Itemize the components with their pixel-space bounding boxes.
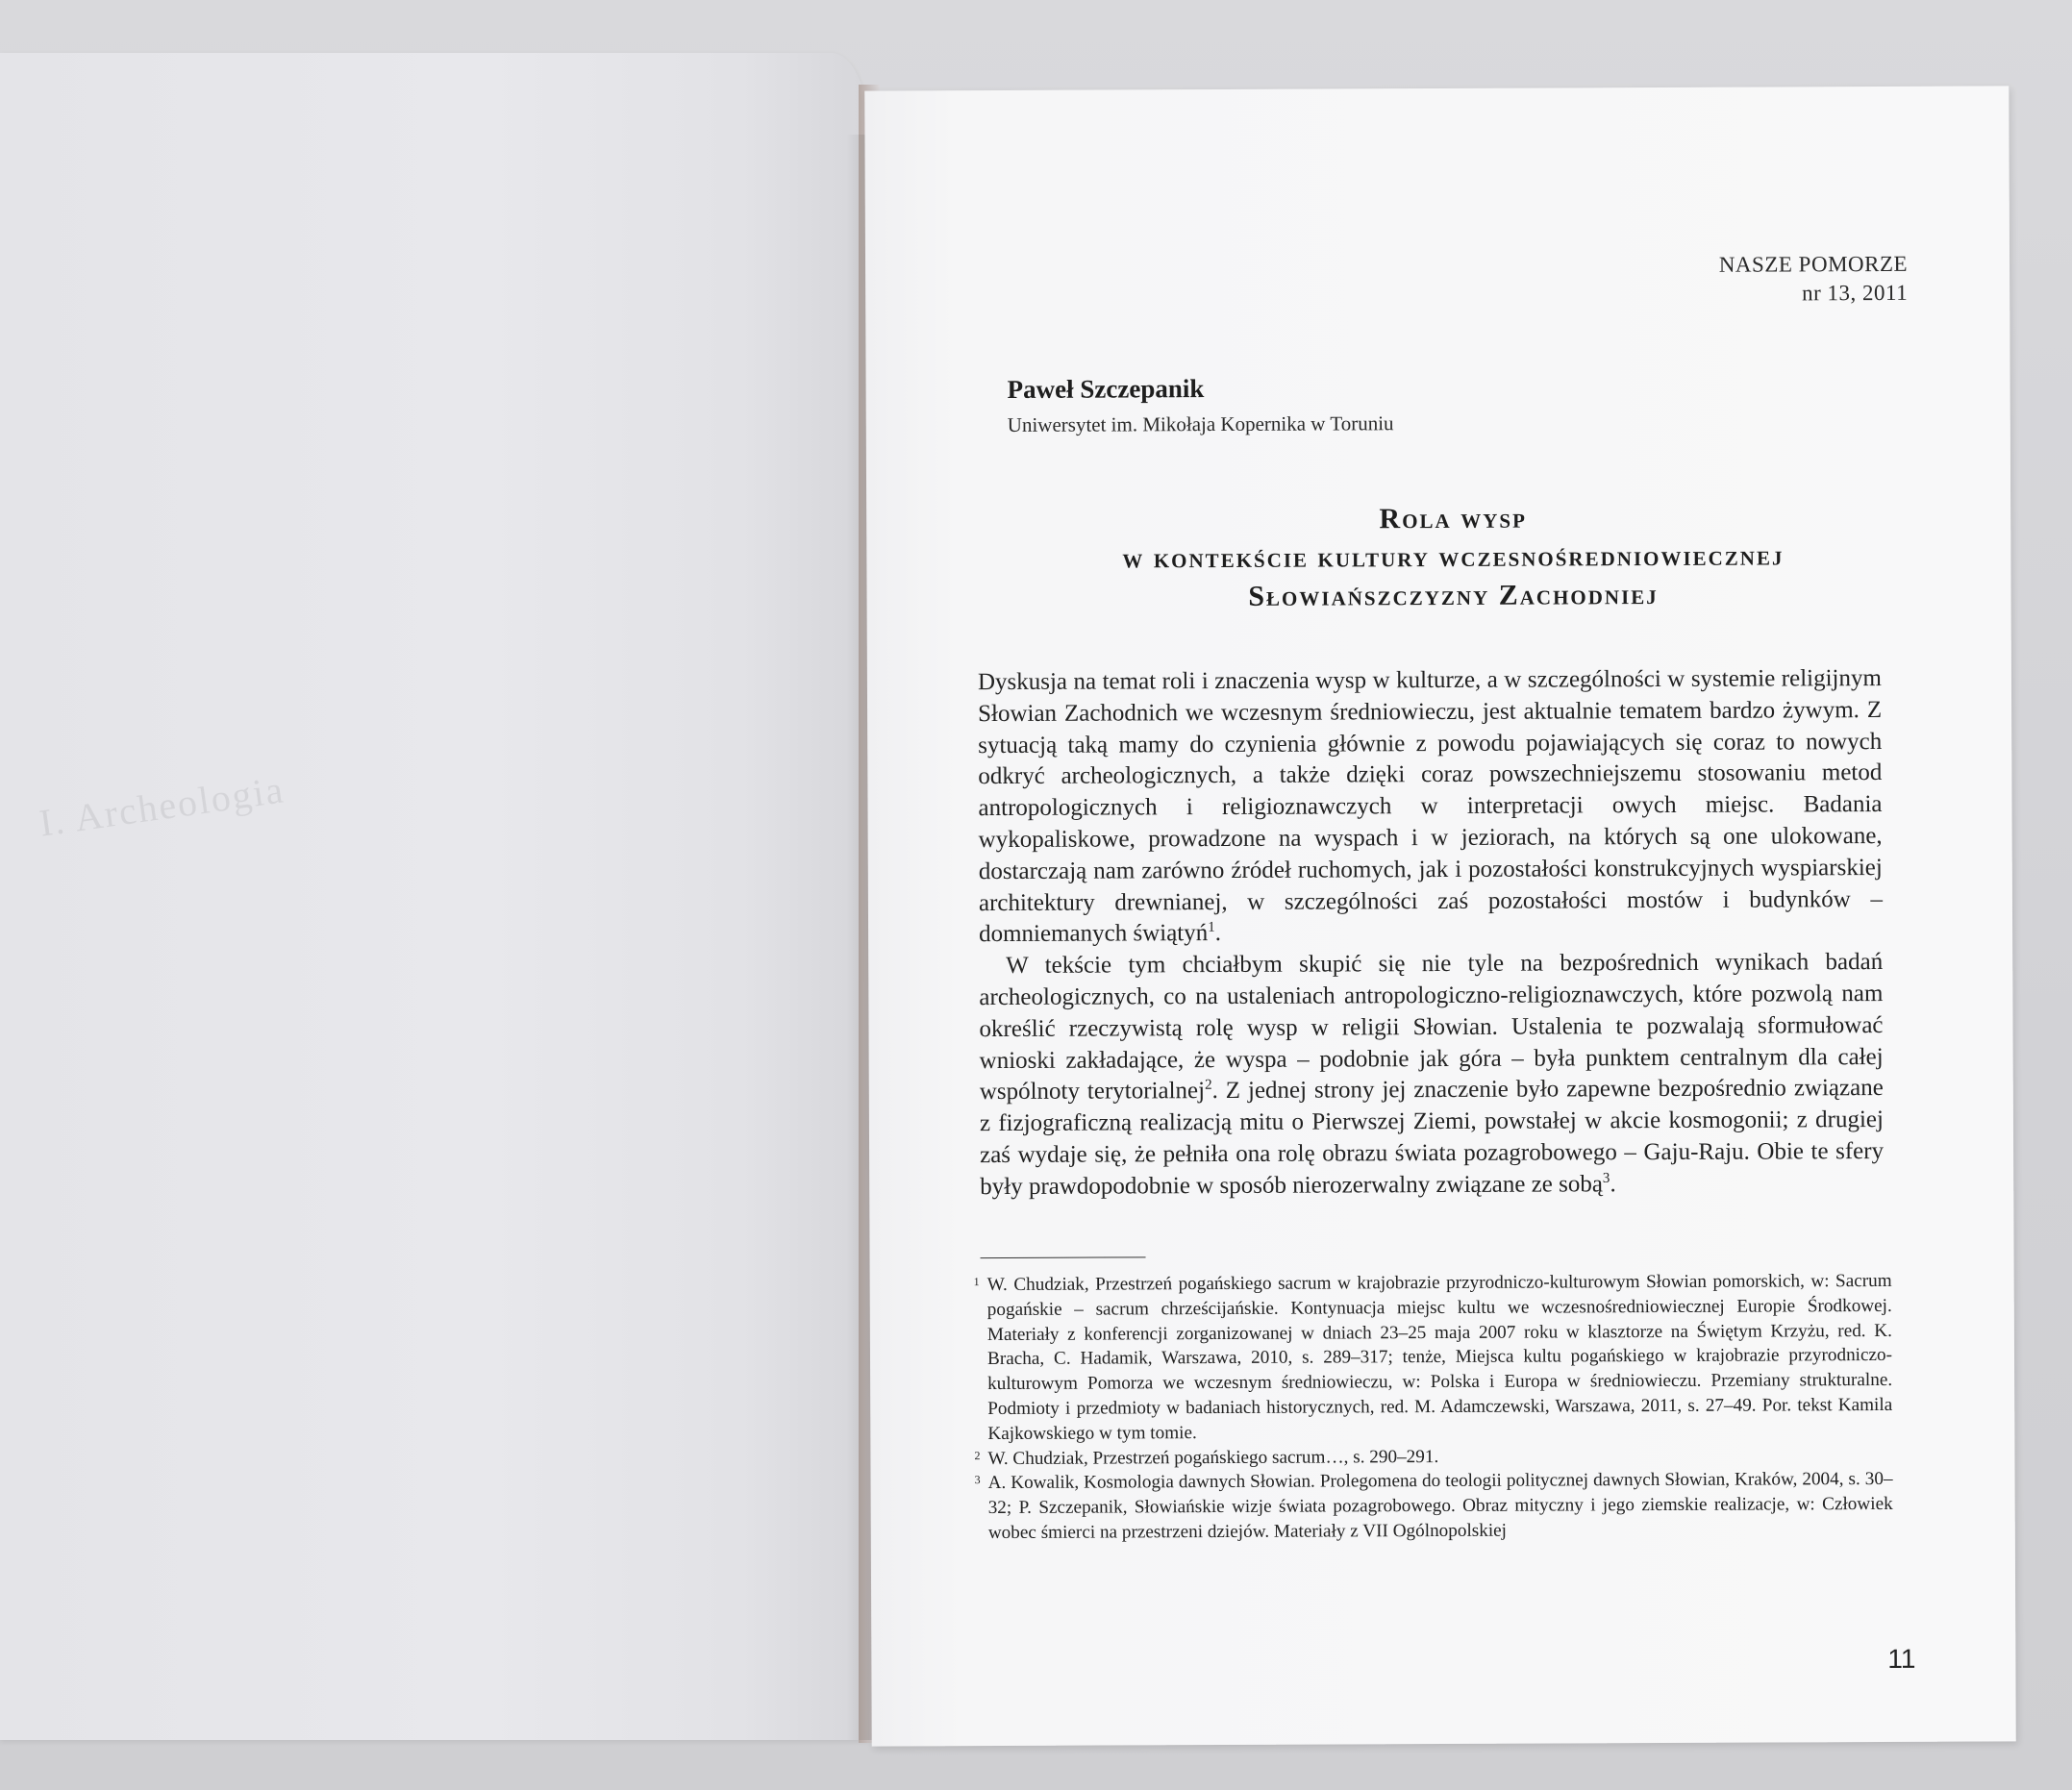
left-page-bleed-through-text: I. Archeologia [37, 767, 287, 845]
footnotes [974, 1269, 1893, 1546]
body-paragraph-1 [978, 663, 1883, 951]
footnote-3 [975, 1467, 1893, 1546]
left-page [0, 53, 870, 1740]
paragraph-1-text: Dyskusja na temat roli i znaczenia wysp w kulturze, a w szczególności w systemie religijnym Słowian Zachodnich we wczesnym średniowieczu, jest aktualnie tematem bardzo żywym. Z sytuacją taką mamy do czynienia głównie z powodu pojawiających się coraz to nowych odkryć archeologicznych, a także dzięki coraz powszechniejszemu stosowaniu metod antropologicznych i religioznawczych w interpretacji owych miejsc. Badania wykopaliskowe, prowadzone na wyspach i w jeziorach, na których są one ulokowane, dostarczają nam zarówno źródeł ruchomych, jak i pozostałości konstrukcyjnych wyspiarskiej architektury drewnianej, w szczególności zaś pozostałości mostów i budynków – domniemanych świątyń [977, 664, 1883, 948]
footnote-text: W. Chudziak, Przestrzeń pogańskiego sacrum…, s. 290–291. [987, 1446, 1439, 1469]
footnote-ref-2: 2 [1205, 1078, 1212, 1094]
journal-issue: nr 13, 2011 [1802, 280, 1909, 306]
article-body [978, 663, 1884, 1204]
footnote-separator [981, 1256, 1146, 1258]
paragraph-2-text-a: W tekście tym chciałbym skupić się nie tyle na bezpośrednich wynikach badań archeologicznych, co na ustaleniach antropologiczno-religioznawczych, które pozwolą nam określić rzeczywistą rolę wysp w religii Słowian. Ustalenia te pozwalają sformułować wnioski zakładające, że wyspa – podobnie jak góra – była punktem centralnym dla całej wspólnoty terytorialnej [979, 949, 1884, 1106]
journal-name: NASZE POMORZE [1718, 251, 1909, 277]
footnote-ref-1: 1 [1208, 920, 1215, 936]
footnote-1 [974, 1269, 1893, 1447]
author-name: Paweł Szczepanik [1007, 374, 1205, 404]
footnote-text: A. Kowalik, Kosmologia dawnych Słowian. Prolegomena do teologii politycznej dawnych Słowian, Kraków, 2004, s. 30–32; P. Szczepanik, Słowiańskie wizje świata pozagrobowego. Obraz mityczny i jego ziemskie realizacje, w: Człowiek wobec śmierci na przestrzeni dziejów. Materiały z VII Ogólnopolskiej [987, 1469, 1893, 1544]
paragraph-2-text-b: . Z jednej strony jej znaczenie było zapewne bezpośrednio związane z fizjograficzną realizacją mitu o Pierwszej Ziemi, powstałej w akcie kosmogonii; z drugiej zaś wydaje się, że pełniła ona rolę obrazu świata pozagrobowego – Gaju-Raju. Obie te sfery były prawdopodobnie w sposób nierozerwalny związane ze sobą [979, 1075, 1885, 1200]
title-line-1: Rola wysp [1379, 502, 1527, 535]
page-number: 11 [1887, 1643, 1916, 1674]
footnote-number: 1 [973, 1275, 980, 1289]
paragraph-2-end: . [1610, 1170, 1616, 1197]
footnote-text: W. Chudziak, Przestrzeń pogańskiego sacrum w krajobrazie przyrodniczo-kulturowym Słowian pomorskich, w: Sacrum pogańskie – sacrum chrześcijańskie. Kontynuacja miejsc kultu we wczesnośredniowiecznej Europie Środkowej. Materiały z konferencji zorganizowanej w dniach 23–25 maja 2007 roku w klasztorze na Świętym Krzyżu, red. K. Bracha, C. Hadamik, Warszawa, 2010, s. 289–317; tenże, Miejsca kultu pogańskiego w krajobrazie przyrodniczo-kulturowym Pomorza we wczesnym średniowieczu, w: Polska i Europa w średniowieczu. Przemiany strukturalne. Podmioty i przedmioty w badaniach historycznych, red. M. Adamczewski, Warszawa, 2011, s. 27–49. Por. tekst Kamila Kajkowskiego w tym tomie. [986, 1270, 1893, 1444]
title-line-3: Słowiańszczyzny Zachodniej [1248, 579, 1659, 612]
journal-header [1719, 250, 1909, 309]
right-page [864, 86, 2016, 1746]
footnote-ref-3: 3 [1602, 1170, 1610, 1186]
body-paragraph-2 [979, 947, 1884, 1203]
footnote-number: 3 [974, 1473, 981, 1487]
article-title [962, 498, 1944, 617]
paragraph-1-end: . [1214, 920, 1222, 947]
footnote-number: 2 [974, 1448, 981, 1462]
author-affiliation: Uniwersytet im. Mikołaja Kopernika w Toruniu [1007, 411, 1394, 436]
title-line-2: w kontekście kultury wczesnośredniowiecznej [1122, 539, 1785, 575]
